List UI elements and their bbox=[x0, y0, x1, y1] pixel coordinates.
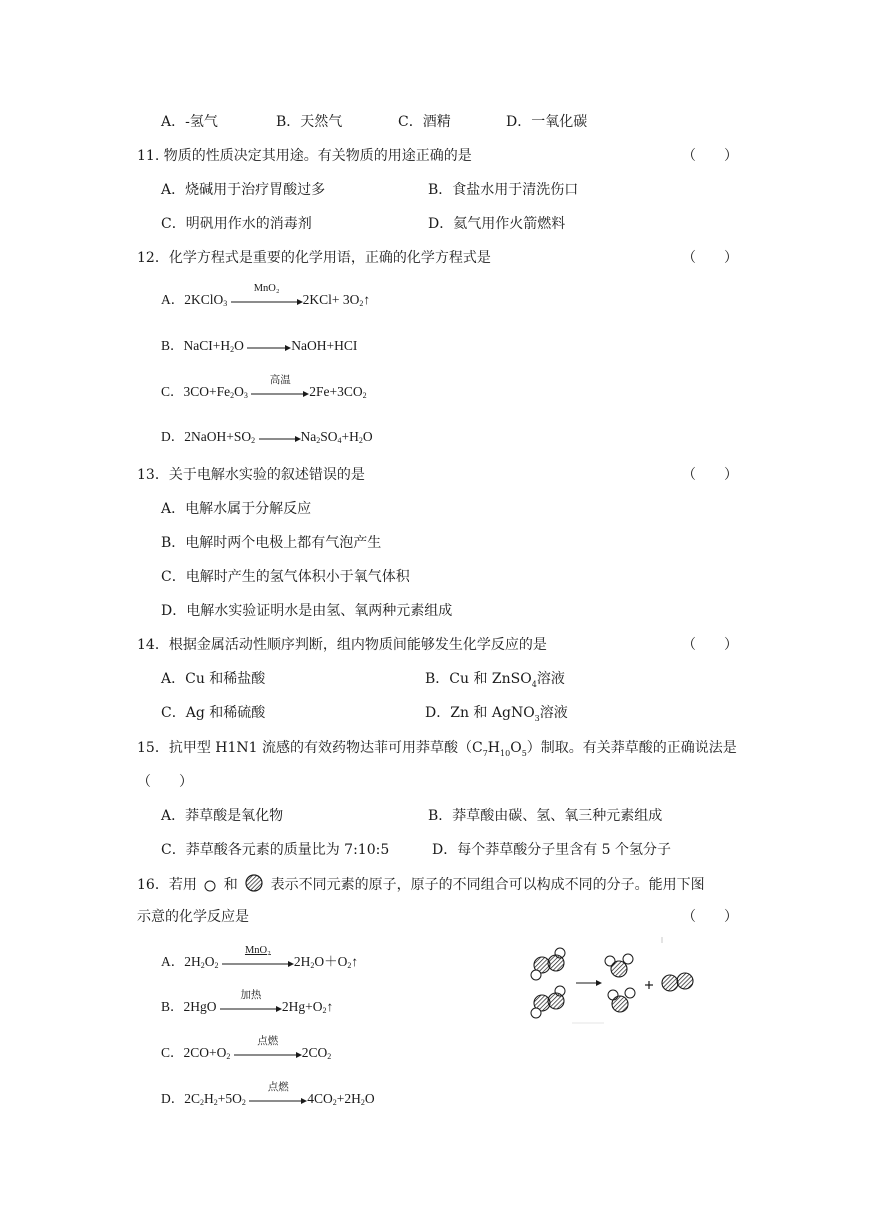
white-atom-icon bbox=[204, 880, 216, 892]
reaction-arrow-icon: 加热 bbox=[220, 998, 282, 1018]
hatched-atom-icon bbox=[245, 874, 263, 892]
product-molecule-3 bbox=[662, 973, 693, 991]
q13-option-c: C．电解时产生的氢气体积小于氧气体积 bbox=[161, 569, 410, 585]
q10-option-d: D．一氧化碳 bbox=[506, 114, 588, 130]
q14-stem: 14．根据金属活动性顺序判断，组内物质间能够发生化学反应的是 bbox=[137, 637, 547, 653]
q12-option-c: C．$3CO+Fe_2O_3$ 高温 $2Fe+3CO_2$ bbox=[161, 382, 367, 406]
reaction-arrow-icon: 点燃 bbox=[249, 1090, 307, 1110]
plus-icon bbox=[645, 981, 653, 989]
q16-answer-paren: （ ） bbox=[682, 909, 738, 925]
q15-stem: 15．抗甲型 H1N1 流感的有效药物达菲可用莽草酸$(C_7H_{10}O_5)$制取。有关莽草酸的正确说法是 bbox=[137, 740, 737, 758]
q11-answer-paren: （ ） bbox=[682, 148, 738, 164]
molecule-reaction-diagram bbox=[520, 935, 710, 1030]
q13-option-d: D．电解水实验证明水是由氢、氧两种元素组成 bbox=[161, 603, 453, 619]
reaction-arrow-icon: MnO₂ bbox=[231, 291, 303, 311]
product-molecule-1 bbox=[605, 954, 633, 977]
q11-option-b: B．食盐水用于清洗伤口 bbox=[428, 182, 579, 198]
q10-option-a: A．-氢气 bbox=[161, 114, 218, 130]
q16-option-c: C．$2CO+O_2$ 点燃 $2CO_2$ bbox=[161, 1043, 331, 1067]
q11-option-d: D．氦气用作火箭燃料 bbox=[428, 216, 566, 232]
q14-option-c: C．Ag 和稀硫酸 bbox=[161, 705, 266, 721]
reaction-arrow-icon bbox=[259, 428, 301, 448]
q13-option-a: A．电解水属于分解反应 bbox=[161, 501, 312, 517]
reaction-arrow-icon: MnO₂ bbox=[222, 953, 294, 973]
q11-stem: 11. 物质的性质决定其用途。有关物质的用途正确的是 bbox=[137, 148, 472, 164]
q12-stem: 12．化学方程式是重要的化学用语，正确的化学方程式是 bbox=[137, 250, 491, 266]
reactant-molecule-1 bbox=[531, 948, 565, 980]
reaction-arrow-icon: 高温 bbox=[251, 383, 309, 403]
q12-answer-paren: （ ） bbox=[682, 250, 738, 266]
q16-option-a: A．$2H_2O_2$ MnO₂ $2H_2O+O_2↑$ bbox=[161, 952, 358, 976]
q15-option-a: A．莽草酸是氧化物 bbox=[161, 808, 284, 824]
q11-option-c: C．明矾用作水的消毒剂 bbox=[161, 216, 312, 232]
reaction-arrow-icon bbox=[247, 337, 291, 357]
q13-option-b: B．电解时两个电极上都有气泡产生 bbox=[161, 535, 382, 551]
reaction-arrow-icon: 点燃 bbox=[234, 1044, 302, 1064]
q10-option-b: B．天然气 bbox=[276, 114, 343, 130]
q13-answer-paren: （ ） bbox=[682, 467, 738, 483]
q15-answer-paren: （ ） bbox=[137, 774, 193, 790]
q14-option-d: D．Zn 和 AgNO$_3$溶液 bbox=[425, 705, 568, 723]
q16-option-d: D．$2C_2H_2+5O_2$ 点燃 $4CO_2+2H_2O$ bbox=[161, 1089, 375, 1113]
reactant-molecule-2 bbox=[531, 986, 565, 1018]
product-molecule-2 bbox=[608, 988, 635, 1012]
q15-option-b: B．莽草酸由碳、氢、氧三种元素组成 bbox=[428, 808, 663, 824]
q12-option-a: A．2KClO$_3$ MnO₂ $2KCl+ 3O_2↑$ bbox=[161, 290, 370, 314]
q13-stem: 13．关于电解水实验的叙述错误的是 bbox=[137, 467, 365, 483]
q16-stem-line2: 示意的化学反应是 bbox=[137, 909, 249, 925]
q14-option-b: B．Cu 和 ZnSO$_4$溶液 bbox=[425, 671, 565, 689]
q15-option-d: D．每个莽草酸分子里含有 5 个氢分子 bbox=[432, 842, 672, 858]
q15-option-c: C．莽草酸各元素的质量比为 7:10:5 bbox=[161, 842, 390, 858]
q14-option-a: A．Cu 和稀盐酸 bbox=[161, 671, 266, 687]
q16-option-b: B．2HgO 加热 $2Hg+O_2↑$ bbox=[161, 997, 333, 1021]
arrow-icon bbox=[576, 980, 602, 986]
q10-option-c: C．酒精 bbox=[398, 114, 451, 130]
q14-answer-paren: （ ） bbox=[682, 637, 738, 653]
q11-option-a: A．烧碱用于治疗胃酸过多 bbox=[161, 182, 326, 198]
q12-option-d: D．$2NaOH+SO_2$ $Na_2SO_4+H_2O$ bbox=[161, 427, 373, 451]
q12-option-b: B．$NaCI+H_2O$ NaOH+HCI bbox=[161, 336, 357, 360]
q16-stem: 16．若用 和 表示不同元素的原子，原子的不同组合可以构成不同的分子。能用下图 bbox=[137, 874, 705, 895]
